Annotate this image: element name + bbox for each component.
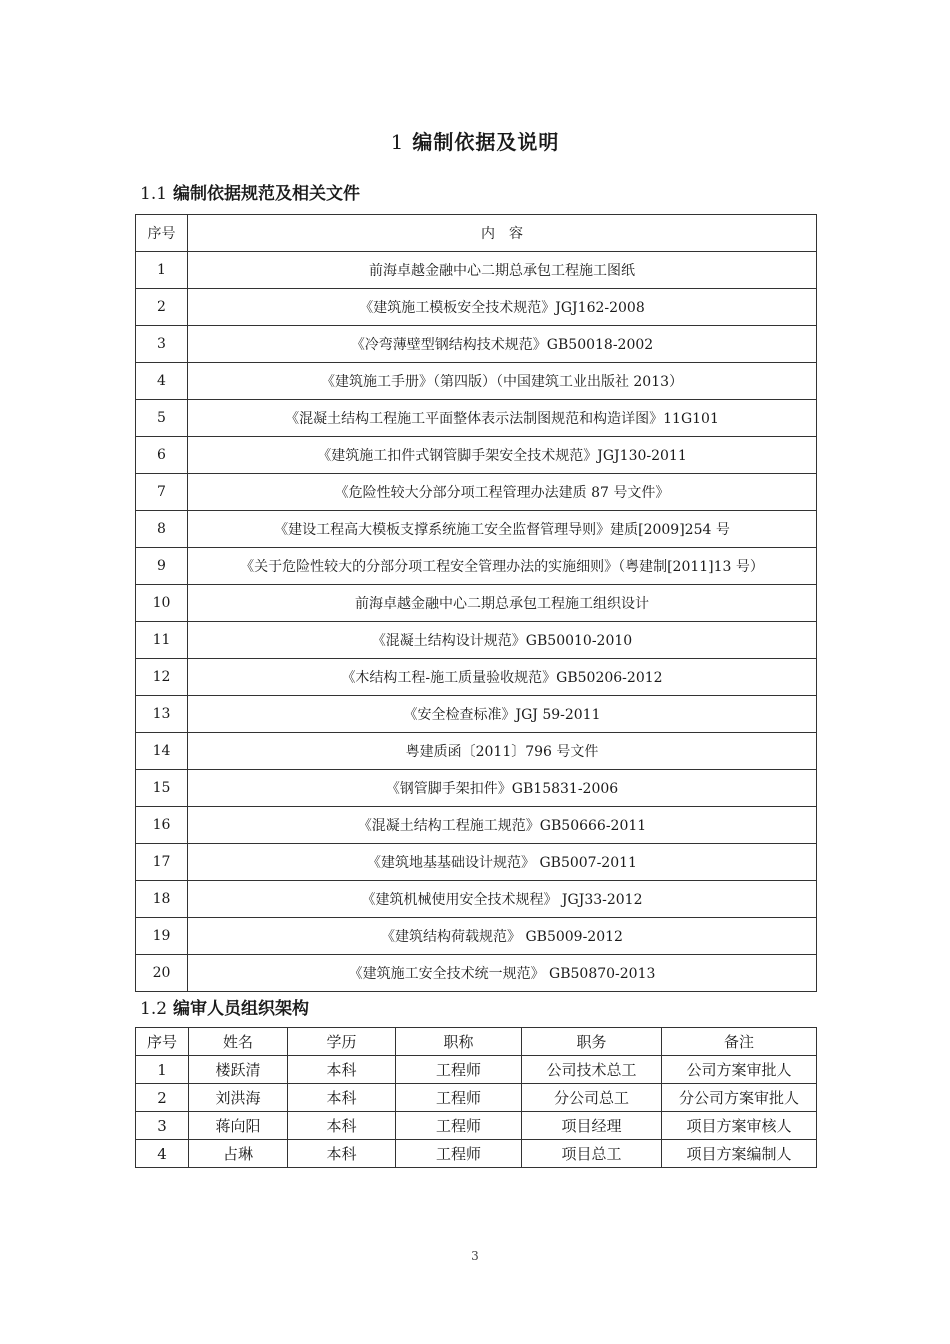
table-row	[136, 659, 817, 696]
table-row	[136, 881, 817, 918]
cell-no: 3	[136, 1112, 189, 1140]
row-number: 9	[136, 548, 188, 585]
table-row	[136, 326, 817, 363]
cell-remark: 公司方案审批人	[662, 1056, 817, 1084]
cell-remark: 项目方案审核人	[662, 1112, 817, 1140]
header-no: 序号	[136, 1028, 189, 1056]
row-content: 前海卓越金融中心二期总承包工程施工组织设计	[188, 585, 817, 622]
header-title: 职称	[396, 1028, 522, 1056]
row-content: 《建筑施工手册》（第四版）（中国建筑工业出版社 2013）	[188, 363, 817, 400]
row-number: 6	[136, 437, 188, 474]
cell-position: 项目经理	[522, 1112, 662, 1140]
cell-name: 占琳	[189, 1140, 288, 1168]
chapter-number: 1	[390, 130, 405, 154]
row-content: 《建筑机械使用安全技术规程》 JGJ33-2012	[188, 881, 817, 918]
row-content: 《木结构工程-施工质量验收规范》GB50206-2012	[188, 659, 817, 696]
row-content: 《危险性较大分部分项工程管理办法建质 87 号文件》	[188, 474, 817, 511]
cell-remark: 分公司方案审批人	[662, 1084, 817, 1112]
row-number: 19	[136, 918, 188, 955]
row-number: 5	[136, 400, 188, 437]
table-row	[136, 1056, 817, 1084]
row-content: 《建筑施工模板安全技术规范》JGJ162-2008	[188, 289, 817, 326]
table-row	[136, 955, 817, 992]
header-education: 学历	[288, 1028, 396, 1056]
table-row	[136, 400, 817, 437]
cell-no: 2	[136, 1084, 189, 1112]
row-number: 20	[136, 955, 188, 992]
header-name: 姓名	[189, 1028, 288, 1056]
table-row	[136, 252, 817, 289]
table-row	[136, 622, 817, 659]
table-row	[136, 437, 817, 474]
section-number: 1.2	[140, 999, 168, 1019]
row-number: 15	[136, 770, 188, 807]
row-number: 8	[136, 511, 188, 548]
table-header-row	[136, 1028, 817, 1056]
row-content: 《建筑施工安全技术统一规范》 GB50870-2013	[188, 955, 817, 992]
section-number: 1.1	[140, 184, 168, 204]
row-content: 粤建质函〔2011〕796 号文件	[188, 733, 817, 770]
table-row	[136, 1084, 817, 1112]
row-number: 18	[136, 881, 188, 918]
chapter-title	[0, 126, 950, 155]
table-row	[136, 511, 817, 548]
row-content: 《建筑结构荷载规范》 GB5009-2012	[188, 918, 817, 955]
cell-no: 1	[136, 1056, 189, 1084]
row-number: 10	[136, 585, 188, 622]
row-number: 14	[136, 733, 188, 770]
table-row	[136, 363, 817, 400]
table-row	[136, 1112, 817, 1140]
row-content: 《关于危险性较大的分部分项工程安全管理办法的实施细则》（粤建制[2011]13 号）	[188, 548, 817, 585]
section-heading-1-2	[140, 994, 309, 1019]
section-title: 编审人员组织架构	[172, 999, 309, 1019]
staff-table	[135, 1027, 817, 1168]
row-content: 《安全检查标准》JGJ 59-2011	[188, 696, 817, 733]
row-content: 《混凝土结构工程施工平面整体表示法制图规范和构造详图》11G101	[188, 400, 817, 437]
section-title: 编制依据规范及相关文件	[172, 184, 360, 204]
table-row	[136, 844, 817, 881]
references-table	[135, 214, 817, 992]
cell-name: 蒋向阳	[189, 1112, 288, 1140]
header-remark: 备注	[662, 1028, 817, 1056]
row-content: 《建筑施工扣件式钢管脚手架安全技术规范》JGJ130-2011	[188, 437, 817, 474]
row-number: 17	[136, 844, 188, 881]
table-row	[136, 770, 817, 807]
cell-title: 工程师	[396, 1140, 522, 1168]
cell-education: 本科	[288, 1084, 396, 1112]
cell-position: 项目总工	[522, 1140, 662, 1168]
table-row	[136, 548, 817, 585]
row-content: 《建筑地基基础设计规范》 GB5007-2011	[188, 844, 817, 881]
row-content: 《混凝土结构设计规范》GB50010-2010	[188, 622, 817, 659]
cell-name: 刘洪海	[189, 1084, 288, 1112]
row-number: 7	[136, 474, 188, 511]
row-content: 《混凝土结构工程施工规范》GB50666-2011	[188, 807, 817, 844]
cell-remark: 项目方案编制人	[662, 1140, 817, 1168]
row-content: 前海卓越金融中心二期总承包工程施工图纸	[188, 252, 817, 289]
cell-title: 工程师	[396, 1084, 522, 1112]
table-row	[136, 918, 817, 955]
row-number: 3	[136, 326, 188, 363]
row-number: 13	[136, 696, 188, 733]
cell-education: 本科	[288, 1140, 396, 1168]
table-header-row	[136, 215, 817, 252]
cell-education: 本科	[288, 1056, 396, 1084]
table-row	[136, 807, 817, 844]
table-row	[136, 585, 817, 622]
row-content: 《钢管脚手架扣件》GB15831-2006	[188, 770, 817, 807]
table-row	[136, 289, 817, 326]
row-number: 11	[136, 622, 188, 659]
chapter-title-text: 编制依据及说明	[412, 130, 560, 154]
page-number: 3	[471, 1249, 479, 1263]
row-number: 12	[136, 659, 188, 696]
table-row	[136, 1140, 817, 1168]
table-row	[136, 733, 817, 770]
cell-no: 4	[136, 1140, 189, 1168]
section-heading-1-1	[140, 179, 360, 204]
cell-education: 本科	[288, 1112, 396, 1140]
row-number: 1	[136, 252, 188, 289]
row-number: 4	[136, 363, 188, 400]
table-row	[136, 474, 817, 511]
row-number: 2	[136, 289, 188, 326]
row-number: 16	[136, 807, 188, 844]
header-content: 内 容	[188, 215, 817, 252]
cell-position: 公司技术总工	[522, 1056, 662, 1084]
row-content: 《冷弯薄壁型钢结构技术规范》GB50018-2002	[188, 326, 817, 363]
header-position: 职务	[522, 1028, 662, 1056]
cell-name: 楼跃清	[189, 1056, 288, 1084]
row-content: 《建设工程高大模板支撑系统施工安全监督管理导则》建质[2009]254 号	[188, 511, 817, 548]
table-row	[136, 696, 817, 733]
cell-title: 工程师	[396, 1112, 522, 1140]
header-no: 序号	[136, 215, 188, 252]
cell-title: 工程师	[396, 1056, 522, 1084]
cell-position: 分公司总工	[522, 1084, 662, 1112]
